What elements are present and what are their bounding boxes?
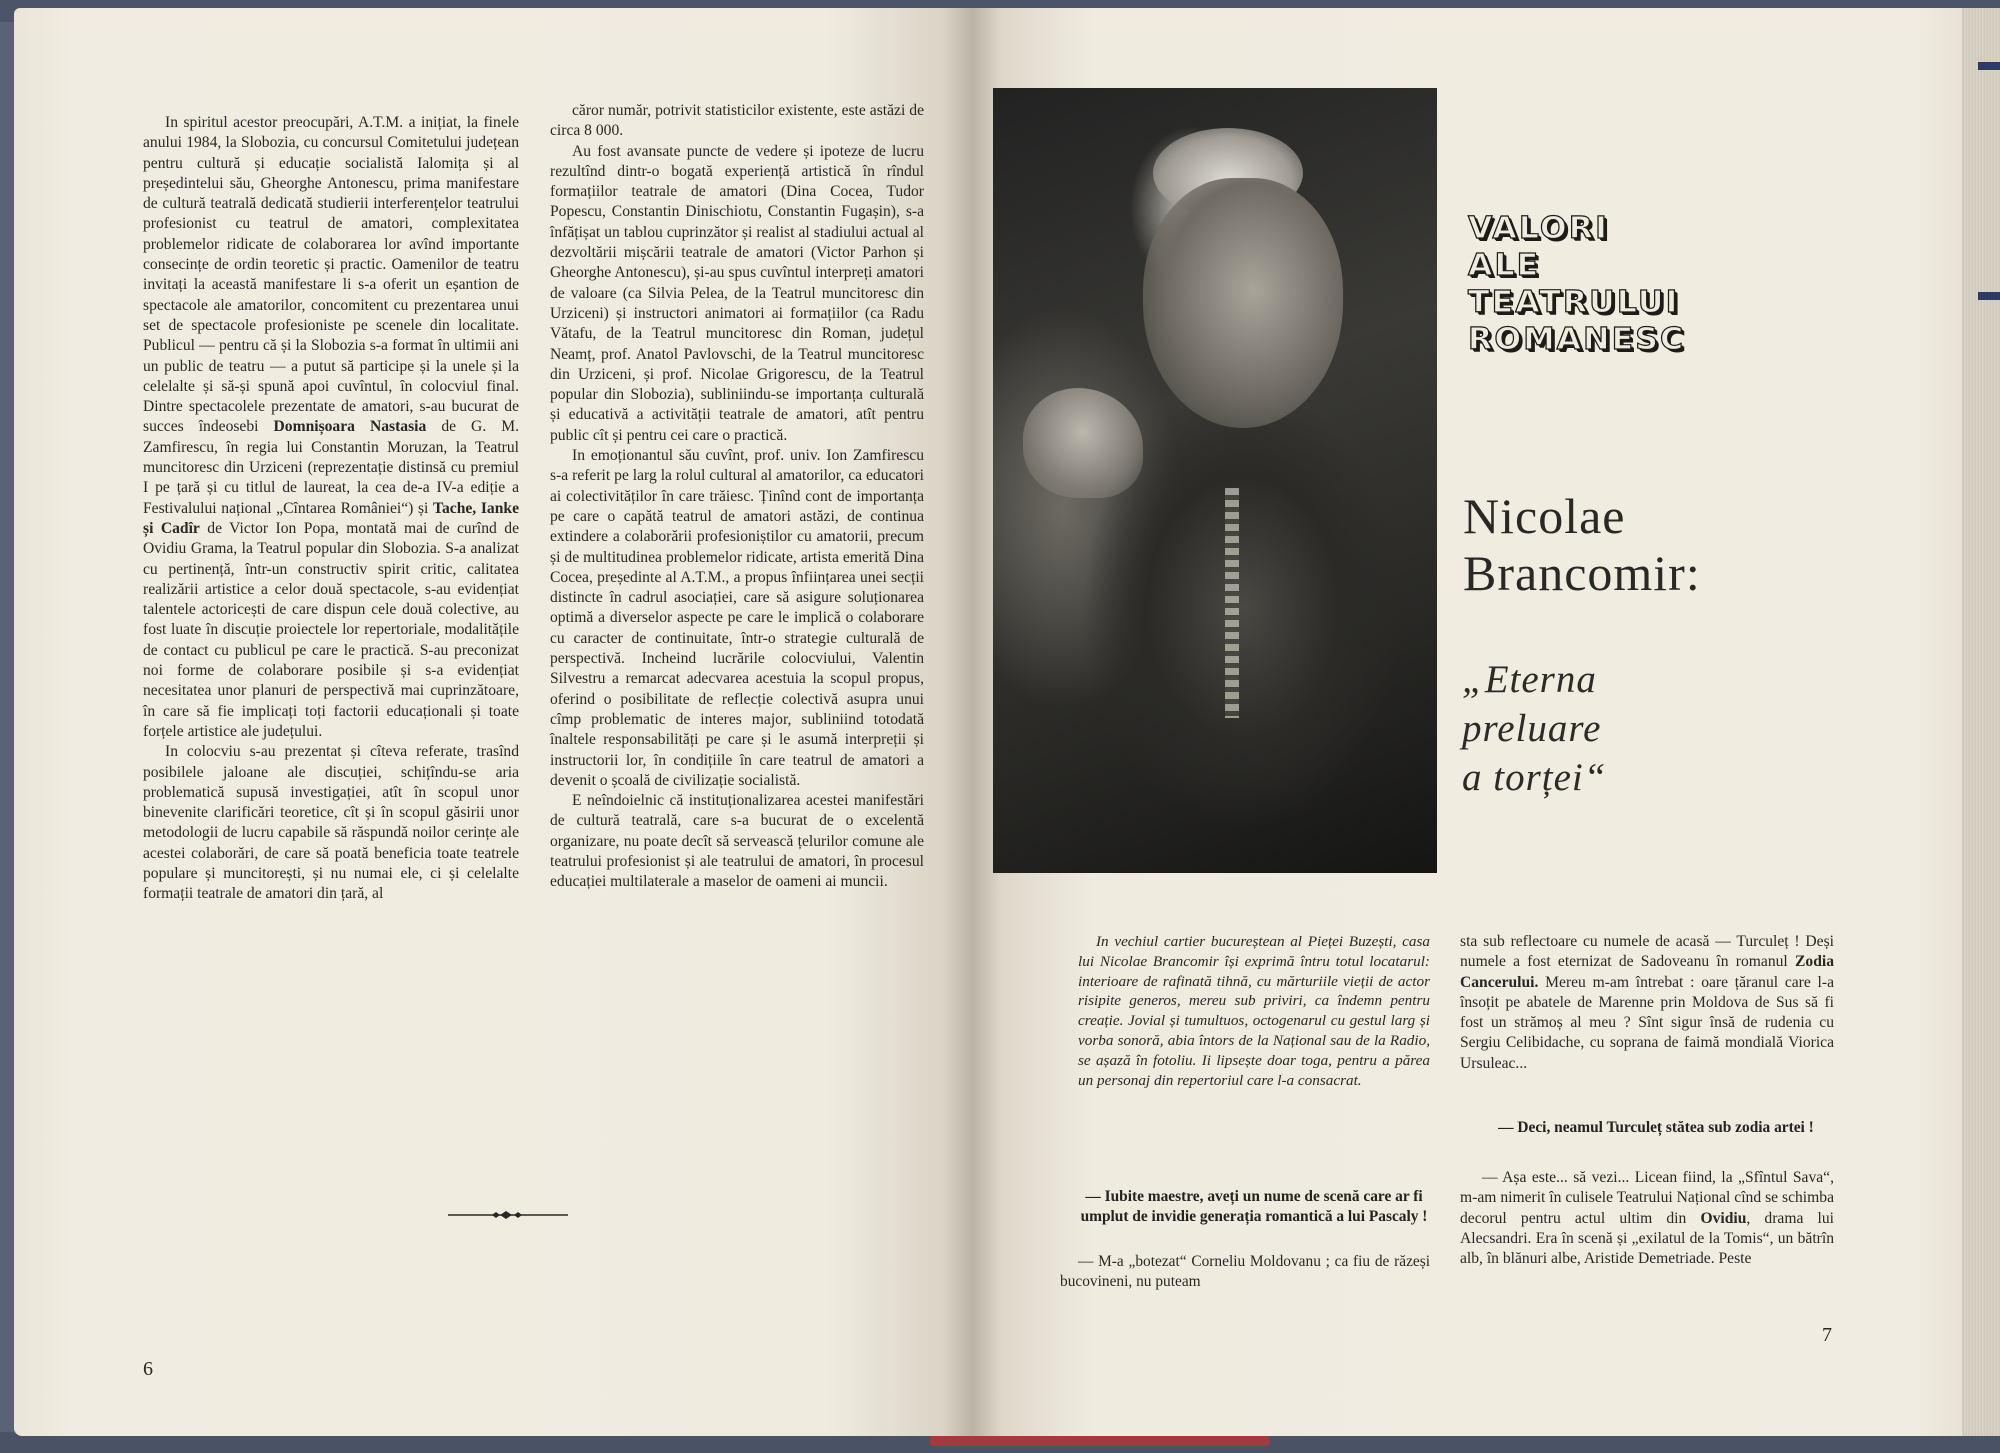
bold-title: Domnișoara Nastasia	[273, 418, 427, 436]
section-title-line: ALE	[1468, 248, 1541, 283]
portrait-photo	[993, 88, 1437, 873]
photo-face	[1143, 178, 1343, 428]
bold-title: Zodia Cancerului.	[1460, 953, 1834, 991]
paragraph	[550, 446, 924, 791]
paragraph	[143, 742, 519, 904]
paragraph	[143, 113, 519, 742]
subtitle-line: a torței“	[1462, 756, 1607, 799]
text-run: Au fost avansate puncte de vedere și ipoteze de lucru rezultînd dintr-o bogată experiență artistică în rîndul formațiilor teatrale de amatori (Dina Cocea, Tudor Popescu, Constantin Dinischiotu, Constantin Fugașin), s-a înfățișat un tablou cuprinzător și realist al stadiului actual al dezvoltării mișcării teatrale de amatori (Victor Parhon și Gheorghe Antonescu), și-au spus cuvîntul interpreți amatori de valoare (ca Silvia Pelea, de la Teatrul muncitoresc din Urziceni) și instructori animatori ai formațiilor (ca Radu Vătafu, de la Teatrul muncitoresc din Roman, județul Neamț, prof. Anatol Pavlovschi, de la Teatrul muncitoresc din Urziceni, și prof. Nicolae Grigorescu, de la Teatrul popular din Slobozia), subliniindu-se importanța culturală și educativă a activității teatrale de amatori, atît pentru public cît și pentru cei care o practică.	[550, 142, 924, 444]
interview-question-2: — Deci, neamul Turculeț stătea sub zodia artei !	[1498, 1119, 1814, 1136]
name-line-1: Nicolae	[1463, 488, 1626, 544]
article-subtitle	[1462, 655, 1606, 802]
binding-ribbon	[930, 1436, 1270, 1446]
name-line-2: Brancomir:	[1463, 545, 1701, 601]
text-run: In colocviu s-au prezentat și cîteva referate, trasînd posibilele jaloane ale discuției, schițîndu-se aria problematică supusă investigației, atît în scopul unor binevenite clarificări teoretice, cît și în scopul găsirii unor metodologii de lucru capabile să răspundă noilor cerințe ale acestei colaborări, de care să poată beneficia toate teatrele populare și muncitorești, și nu numai ele, ci și celelalte formații teatrale de amatori din țară, al	[143, 743, 519, 903]
section-title-line: ROMANESC	[1468, 322, 1686, 357]
section-title-line: VALORI	[1468, 211, 1609, 246]
page-number-left: 6	[143, 1358, 153, 1380]
text-run: , drama lui Alecsandri. Era în scenă și „exilatul de la Tomis“, un bătrîn alb, în blănuri albe, Aristide Demetriade. Peste	[1460, 1209, 1834, 1268]
paragraph	[1460, 932, 1834, 1074]
photo-chain	[1225, 488, 1239, 718]
ornament-divider	[448, 1208, 568, 1222]
page-stack-edge	[1962, 8, 2000, 1436]
tab-marker	[1978, 292, 2000, 300]
text-run: de Victor Ion Popa, montată mai de curînd de Ovidiu Grama, la Teatrul popular din Slobozia. S-a analizat cu pertinență, într-un constructiv spirit critic, calitatea realizării artistice a celor două spectacole, s-au evidențiat talentele actoricești de care dispun cele două colective, au fost luate în discuție proiectele lor repertoriale, modalitățile de contact cu publicul pe care le practică. S-au preconizat noi forme de colaborare posibile și s-a evidențiat necesitatea unor planuri de perspectivă mai cuprinzătoare, în care să fie implicați toți factorii educaționali și toate forțele artistice ale județului.	[143, 519, 519, 740]
article-intro	[1078, 932, 1430, 1090]
paragraph	[550, 101, 924, 142]
intro-text: In vechiul cartier bucureștean al Pieței Buzești, casa lui Nicolae Brancomir își exprimă întru totul locatarul: interioare de rafinată tihnă, cu mărturiile vieții de actor risipite generos, mereu sub priviri, ca îndemn pentru creație. Jovial și tumultuos, octogenarul cu gestul larg și vorba sonoră, abia întors de la Național sau de la Radio, se așază în fotoliu. Ii lipsește doar toga, pentru a părea un personaj din repertoriul care l-a consacrat.	[1078, 933, 1430, 1089]
interview-question-1: — Iubite maestre, aveți un nume de scenă care ar fi umplut de invidie generația romantică a lui Pascaly !	[1080, 1188, 1428, 1225]
left-page	[14, 8, 972, 1436]
bold-title: Tache, Ianke și Cadîr	[143, 499, 519, 537]
photo-hand	[1023, 388, 1143, 498]
subtitle-line: „Eterna	[1462, 658, 1597, 701]
subtitle-line: preluare	[1462, 707, 1602, 750]
article-name	[1463, 488, 1701, 602]
text-run: In spiritul acestor preocupări, A.T.M. a inițiat, la finele anului 1984, la Slobozia, cu concursul Comitetului județean pentru cultură și educație socialistă Ialomița și al președintelui său, Gheorghe Antonescu, prima manifestare de cultură teatrală dedicată studierii interferențelor teatrului profesionist cu teatrul de amatori, complexitatea problemelor ridicate de colaborarea lor avînd importante consecințe de ordin teoretic și practic. Oamenilor de teatru invitați la această manifestare li s-a oferit un eșantion de spectacole ale amatorilor, concomitent cu prezentarea unui set de spectacole profesioniste pe scenele din localitate. Publicul — pentru că și la Slobozia s-a format în ultimii ani un public de teatru — a putut să participe și la unele și la celelalte și să-și spună apoi cuvîntul, în colocviul final. Dintre spectacolele prezentate de amatori, s-au bucurat de succes îndeosebi	[143, 114, 519, 436]
text-run: căror număr, potrivit statisticilor existente, este astăzi de circa 8 000.	[550, 102, 924, 140]
paragraph	[550, 142, 924, 446]
right-column-3	[1460, 1168, 1834, 1269]
interview-answer-1	[1060, 1252, 1430, 1292]
tab-marker	[1978, 62, 2000, 70]
paragraph	[1460, 1168, 1834, 1269]
left-column-1	[143, 113, 519, 905]
section-title-line: TEATRULUI	[1468, 285, 1680, 320]
text-run: E neîndoielnic că instituționalizarea acestei manifestări de cultură teatrală, care s-a bucurat de o excelentă organizare, nu poate decît să servească țelurilor comune ale teatrului profesionist și ale teatrului de amatori, în procesul educației multilaterale a maselor de oameni ai muncii.	[550, 792, 924, 891]
right-column-2	[1460, 932, 1834, 1074]
text-run: de G. M. Zamfirescu, în regia lui Constantin Moruzan, la Teatrul muncitoresc din Urziceni (reprezentație distinsă cu premiul I pe țară și cu titlul de laureat, la cea de-a IV-a ediție a Festivalului național „Cîntarea României“) și	[143, 418, 520, 517]
answer-text: — M-a „botezat“ Corneliu Moldovanu ; ca fiu de răzeși bucovineni, nu puteam	[1060, 1253, 1430, 1290]
left-column-2	[550, 101, 924, 893]
paragraph	[550, 791, 924, 892]
page-number-right: 7	[1822, 1324, 1832, 1346]
text-run: — Așa este... să vezi... Licean fiind, la „Sfîntul Sava“, m-am nimerit în culisele Teatrului Național cînd se schimba decorul pentru actul ultim din	[1460, 1169, 1834, 1227]
bold-title: Ovidiu	[1700, 1209, 1747, 1227]
section-title	[1468, 210, 1854, 358]
text-run: In emoționantul său cuvînt, prof. univ. Ion Zamfirescu s-a referit pe larg la rolul cultural al amatorilor, ca educatori ai colectivităților în care trăiesc. Ținînd cont de importanța pe care o capătă teatrul de amatori astăzi, de continua extindere a colaborării profesioniștilor cu amatorii, precum și de multitudinea problemelor ridicate, artista emerită Dina Cocea, președinte al A.T.M., a propus înființarea unei secții distincte în cadrul asociației, care să asigure soluționarea optimă a diverselor aspecte pe care le implică o colaborare cu caracter de continuitate, într-o strategie culturală de perspectivă. Incheind lucrările colocviului, Valentin Silvestru a remarcat adecvarea acestuia la scopul propus, oferind o posibilitate de reflecție colectivă asupra unui cîmp problematic de interes major, subliniind totodată înaltele responsabilități pe care și le asumă interpreții și instructorii lor, în condițiile în care teatrul de amatori a devenit o școală de civilizație socialistă.	[550, 447, 924, 789]
text-run: Mereu m-am întrebat : oare țăranul care l-a însoțit pe abatele de Marenne prin Moldova de Sus să fi fost un strămoș al meu ? Sînt sigur însă de rudenia cu Sergiu Celibidache, cu soprana de faimă mondială Viorica Ursuleac...	[1460, 973, 1834, 1072]
text-run: sta sub reflectoare cu numele de acasă — Turculeț ! Deși numele a fost eternizat de Sadoveanu în romanul	[1460, 933, 1834, 971]
